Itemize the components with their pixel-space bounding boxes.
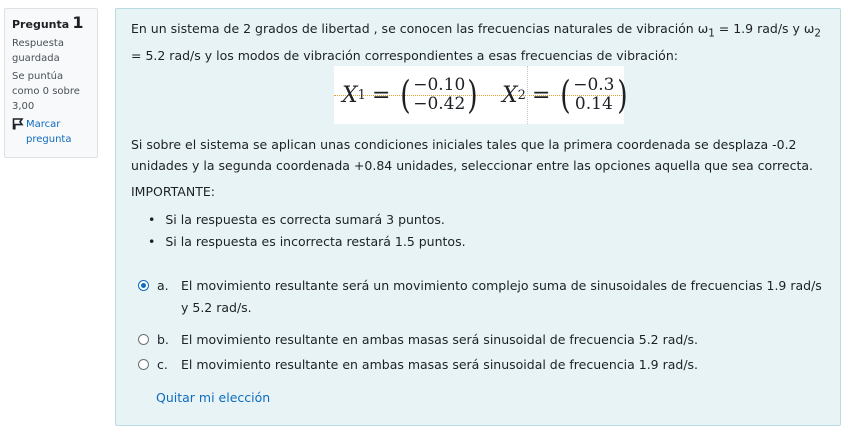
scoring-rule-incorrect: • Si la respuesta es incorrecta restará 1.5 puntos. [148, 231, 466, 253]
x1-bottom-value: −0.42 [413, 94, 466, 114]
clear-choice-link[interactable]: Quitar mi elección [156, 390, 271, 405]
option-a-letter: a. [157, 278, 169, 293]
x2-symbol: X [502, 82, 518, 108]
x2-subscript: 2 [517, 87, 526, 103]
answer-option-b[interactable] [138, 329, 698, 351]
x1-column [413, 76, 465, 114]
x2-top-value: −0.3 [573, 75, 615, 95]
option-c-text: El movimiento resultante en ambas masas será sinusoidal de frecuencia 1.9 rad/s. [181, 357, 699, 372]
mode-vector-x1 [342, 73, 480, 117]
omega1-value: = 1.9 rad/s y ω [714, 21, 815, 36]
flag-question-label: Marcar pregunta [26, 119, 72, 145]
flag-icon [12, 118, 24, 130]
question-number-value: 1 [72, 13, 84, 32]
x1-left-paren: ( [400, 73, 411, 117]
mode-shapes-formula [334, 66, 628, 124]
important-label: IMPORTANTE: [131, 184, 215, 199]
omega2-subscript: 2 [814, 27, 821, 40]
x1-right-paren: ) [467, 73, 478, 117]
x1-symbol: X [342, 82, 358, 108]
radio-checked-icon[interactable] [138, 280, 149, 291]
radio-unchecked-icon[interactable] [138, 359, 149, 370]
question-number [12, 15, 91, 33]
question-state: Respuesta guardada [12, 38, 64, 64]
question-label: Pregunta [12, 18, 70, 31]
x1-equals: = [371, 82, 391, 108]
x2-left-paren: ( [560, 73, 571, 117]
mode-vector-x2 [502, 73, 629, 117]
option-c-letter: c. [157, 357, 168, 372]
answer-option-c[interactable] [138, 354, 698, 376]
question-info-panel [4, 8, 98, 158]
answer-option-a[interactable] [138, 275, 828, 319]
radio-unchecked-icon[interactable] [138, 334, 149, 345]
question-intro [131, 18, 831, 66]
x2-bottom-value: 0.14 [574, 94, 613, 114]
scoring-rule-correct: • Si la respuesta es correcta sumará 3 puntos. [148, 209, 466, 231]
option-b-text: El movimiento resultante en ambas masas será sinusoidal de frecuencia 5.2 rad/s. [181, 332, 699, 347]
question-content [115, 8, 841, 426]
initial-conditions-text: Si sobre el sistema se aplican unas condiciones iniciales tales que la primera coordenada se desplaza -0.2 unidades y la segunda coordenada +0.84 unidades, seleccionar entre las opciones aquella que sea correcta. [131, 137, 813, 173]
option-b-letter: b. [157, 332, 169, 347]
question-grade: Se puntúa como 0 sobre 3,00 [12, 71, 80, 112]
omega2-value: = 5.2 rad/s y los modos de vibración correspondientes a esas frecuencias de vibración: [131, 47, 678, 63]
flag-question-link[interactable] [12, 117, 91, 147]
intro-text: En un sistema de 2 grados de libertad , se conocen las frecuencias naturales de vibración ω [131, 21, 709, 36]
option-a-text: El movimiento resultante será un movimiento complejo suma de sinusoidales de frecuencias 1.9 rad/s y 5.2 rad/s. [181, 278, 822, 315]
x2-column [573, 76, 614, 114]
x1-subscript: 1 [357, 87, 366, 103]
omega1-subscript: 1 [708, 27, 715, 40]
x2-right-paren: ) [616, 73, 628, 117]
x1-top-value: −0.10 [413, 75, 466, 95]
x2-equals: = [531, 82, 551, 108]
scoring-rules-list [148, 209, 466, 253]
